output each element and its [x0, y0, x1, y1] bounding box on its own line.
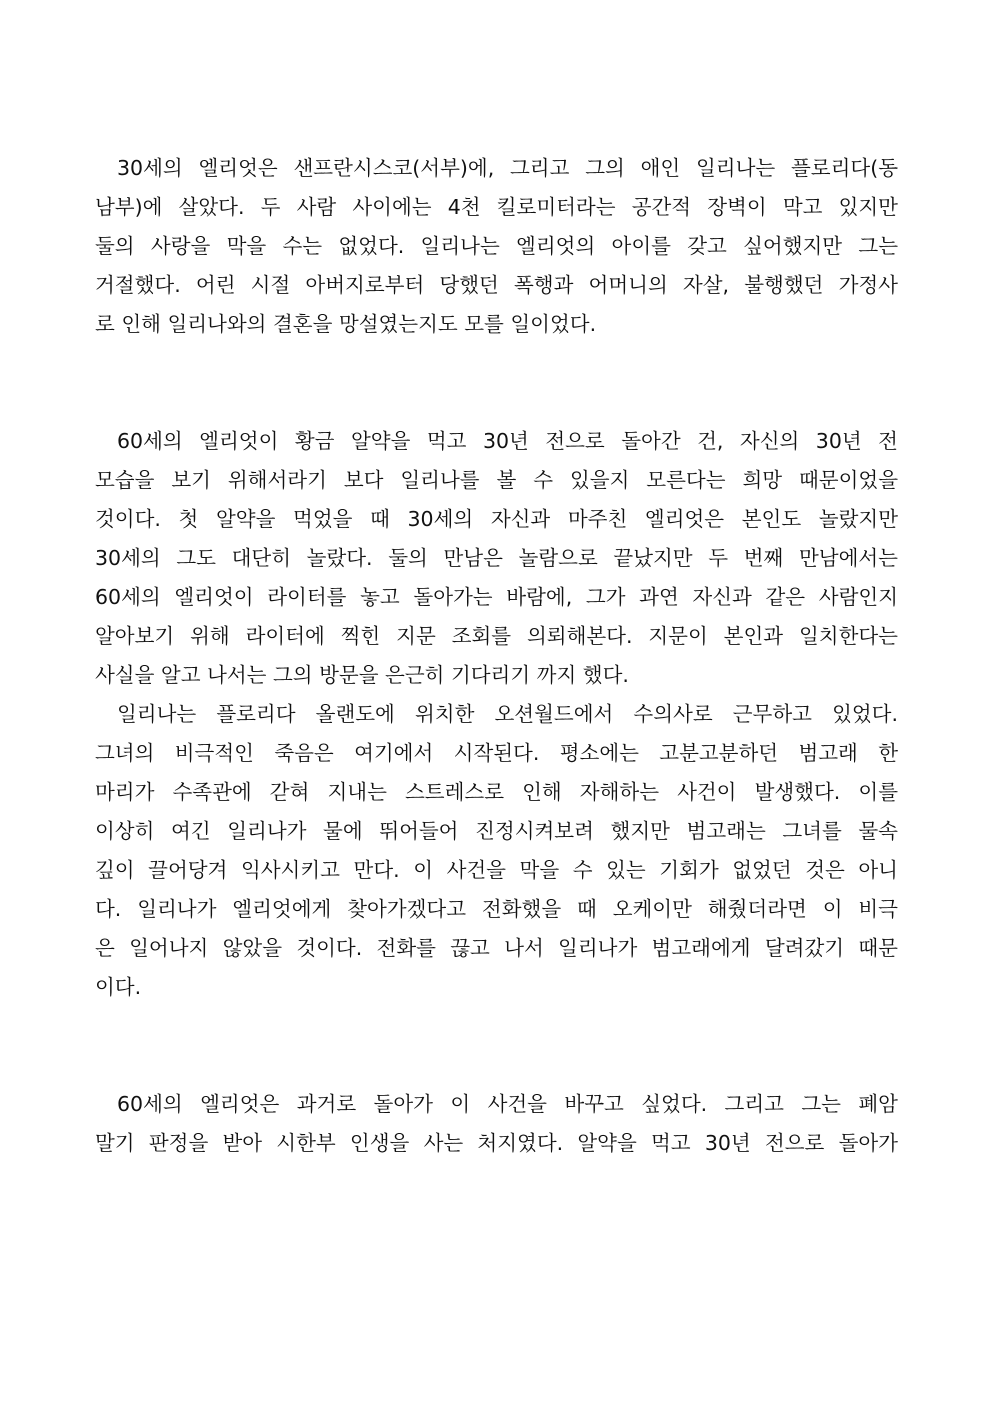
paragraph-1 [95, 149, 898, 344]
text-line: 모습을 보기 위해서라기 보다 일리나를 볼 수 있을지 모른다는 희망 때문이었을 [95, 468, 898, 492]
paragraph-spacer [95, 1007, 898, 1046]
text-line: 거절했다. 어린 시절 아버지로부터 당했던 폭행과 어머니의 자살, 불행했던 가정사 [95, 273, 898, 297]
text-line: 알아보기 위해 라이터에 찍힌 지문 조회를 의뢰해본다. 지문이 본인과 일치한다는 [95, 624, 898, 648]
text-line: 로 인해 일리나와의 결혼을 망설였는지도 모를 일이었다. [95, 312, 597, 336]
text-line: 은 일어나지 않았을 것이다. 전화를 끊고 나서 일리나가 범고래에게 달려갔기 때문 [95, 936, 898, 960]
paragraph-3 [95, 695, 898, 1007]
paragraph-2 [95, 422, 898, 695]
text-line: 그녀의 비극적인 죽음은 여기에서 시작된다. 평소에는 고분고분하던 범고래 한 [95, 741, 898, 765]
text-line: 둘의 사랑을 막을 수는 없었다. 일리나는 엘리엇의 아이를 갖고 싶어했지만 그는 [95, 234, 898, 258]
text-line: 30세의 엘리엇은 샌프란시스코(서부)에, 그리고 그의 애인 일리나는 플로리다(동 [117, 156, 898, 180]
text-line: 깊이 끌어당겨 익사시키고 만다. 이 사건을 막을 수 있는 기회가 없었던 것은 아니 [95, 858, 898, 882]
text-line: 60세의 엘리엇이 황금 알약을 먹고 30년 전으로 돌아간 건, 자신의 30년 전 [117, 429, 898, 453]
text-line: 것이다. 첫 알약을 먹었을 때 30세의 자신과 마주친 엘리엇은 본인도 놀랐지만 [95, 507, 898, 531]
text-line: 이상히 여긴 일리나가 물에 뛰어들어 진정시켜보려 했지만 범고래는 그녀를 물속 [95, 819, 898, 843]
paragraph-4 [95, 1085, 898, 1163]
text-line: 다. 일리나가 엘리엇에게 찾아가겠다고 전화했을 때 오케이만 해줬더라면 이 비극 [95, 897, 898, 921]
text-line: 말기 판정을 받아 시한부 인생을 사는 처지였다. 알약을 먹고 30년 전으로 돌아가 [95, 1131, 898, 1155]
text-line: 일리나는 플로리다 올랜도에 위치한 오션월드에서 수의사로 근무하고 있었다. [117, 702, 898, 726]
paragraph-spacer [95, 344, 898, 383]
text-line: 60세의 엘리엇은 과거로 돌아가 이 사건을 바꾸고 싶었다. 그리고 그는 폐암 [117, 1092, 898, 1116]
text-line: 사실을 알고 나서는 그의 방문을 은근히 기다리기 까지 했다. [95, 663, 629, 687]
paragraph-spacer [95, 383, 898, 422]
text-line: 60세의 엘리엇이 라이터를 놓고 돌아가는 바람에, 그가 과연 자신과 같은 사람인지 [95, 585, 898, 609]
paragraph-spacer [95, 1046, 898, 1085]
document-page [95, 149, 898, 1163]
text-line: 30세의 그도 대단히 놀랐다. 둘의 만남은 놀람으로 끝났지만 두 번째 만남에서는 [95, 546, 898, 570]
text-line: 이다. [95, 975, 142, 999]
text-line: 마리가 수족관에 갇혀 지내는 스트레스로 인해 자해하는 사건이 발생했다. 이를 [95, 780, 898, 804]
text-line: 남부)에 살았다. 두 사람 사이에는 4천 킬로미터라는 공간적 장벽이 막고 있지만 [95, 195, 898, 219]
